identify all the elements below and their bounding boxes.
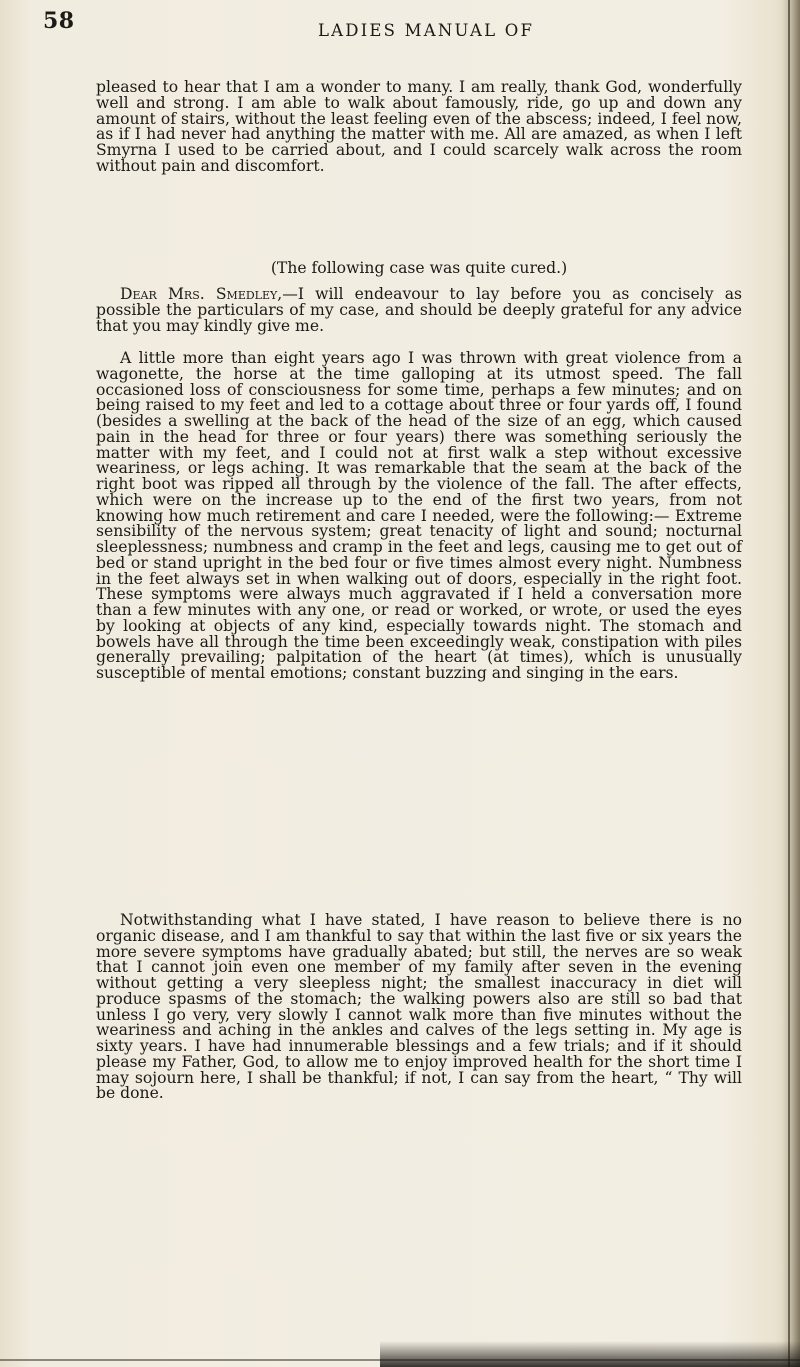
paragraph-salutation: [96, 287, 742, 334]
page-edge-line: [788, 0, 790, 1367]
running-head: LADIES MANUAL OF: [318, 21, 535, 40]
salutation-continuation: —I will endeavour to lay before you as concisely as possible the particulars of my case, and should be deeply grateful for any advice that you may kindly give me.: [96, 285, 743, 335]
page-gutter-shadow: [782, 0, 800, 1367]
salutation: Dear Mrs. Smedley,: [120, 285, 283, 303]
page-number: 58: [43, 8, 75, 34]
paragraph-letter-ending: pleased to hear that I am a wonder to many. I am really, thank God, wonderfully well and strong. I am able to walk about famously, ride, go up and down any amount of stairs, without the least feeling even of the abscess; indeed, I feel now, as if I had never had anything the matter with me. All are amazed, as when I left Smyrna I used to be carried about, and I could scarcely walk across the room without pain and discomfort.: [96, 78, 742, 175]
case-note: (The following case was quite cured.): [270, 259, 568, 277]
paragraph-current-condition: Notwithstanding what I have stated, I have reason to believe there is no organic disease, and I am thankful to say that within the last five or six years the more severe symptoms have gradually abated; but still, the nerves are so weak that I cannot join even one member of my family after seven in the evening without getting a very sleepless night; the smallest inaccuracy in diet will produce spasms of the stomach; the walking powers also are still so bad that unless I go very, very slowly I cannot walk more than five minutes without the weariness and aching in the ankles and calves of the legs setting in. My age is sixty years. I have had innumerable blessings and a few trials; and if it should please my Father, God, to allow me to enjoy improved health for the short time I may sojourn here, I shall be thankful; if not, I can say from the heart, “ Thy will be done.: [96, 911, 742, 1103]
bottom-edge-shadow: [380, 1341, 800, 1367]
paragraph-accident-account: A little more than eight years ago I was thrown with great violence from a wagonette, the horse at the time galloping at its utmost speed. The fall occasioned loss of consciousness for some time, perhaps a few minutes; and on being raised to my feet and led to a cottage about three or four yards off, I found (besides a swelling at the back of the head of the size of an egg, which caused pain in the head for three or four years) there was something seriously the matter with my feet, and I could not at first walk a step without excessive weariness, or legs aching. It was remarkable that the seam at the back of the right boot was ripped all through by the violence of the fall. The after effects, which were on the increase up to the end of the first two years, from not knowing how much retirement and care I needed, were the following:— Extreme sensibility of the nervous system; great tenacity of light and sound; nocturnal sleeplessness; numbness and cramp in the feet and legs, causing me to get out of bed or stand upright in the bed four or five times almost every night. Numbness in the feet always set in when walking out of doors, especially in the right foot. These symptoms were always much aggravated if I held a conversation more than a few minutes with any one, or read or worked, or wrote, or used the eyes by looking at objects of any kind, especially towards night. The stomach and bowels have all through the time been exceedingly weak, constipation with piles generally prevailing; palpitation of the heart (at times), which is unusually susceptible of mental emotions; constant buzzing and singing in the ears.: [96, 349, 742, 682]
